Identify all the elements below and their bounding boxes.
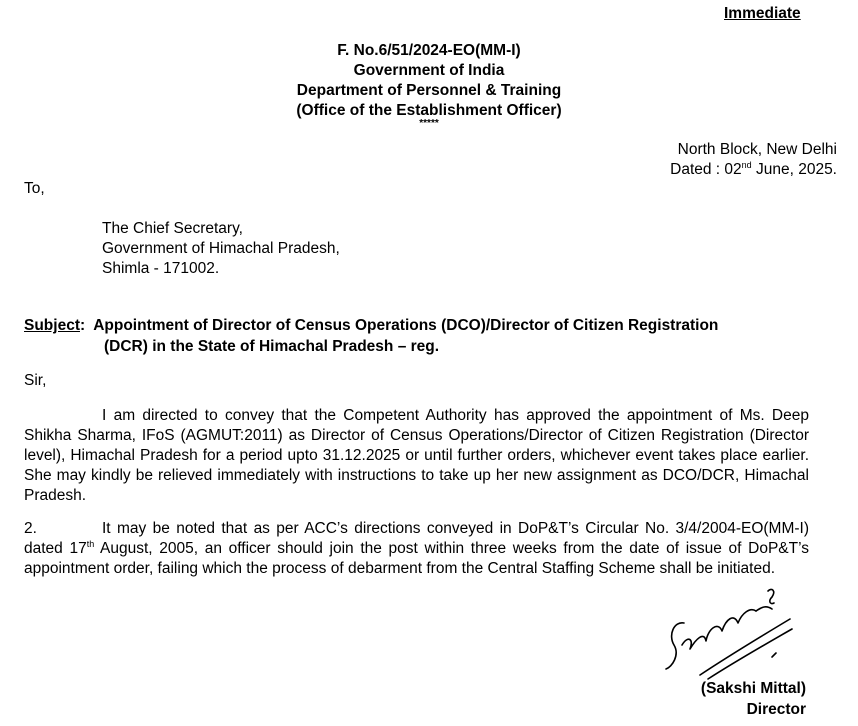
subject-line: Appointment of Director of Census Operations (DCO)/Director of Citizen Registration	[93, 317, 719, 334]
paragraph-2: 2. It may be noted that as per ACC’s directions conveyed in DoP&T’s Circular No. 3/4/2004-EO(MM-I) dated 17th August, 2005, an officer should join the post within three weeks from the date of issue of DoP&T’s appointment order, failing which the process of debarment from the Central Staffing Scheme shall be initiated.	[24, 520, 810, 577]
address-line: Shimla - 171002.	[102, 260, 220, 277]
priority-label: Immediate	[724, 5, 801, 22]
signatory-designation: Director	[746, 701, 806, 718]
department-name: Department of Personnel & Training	[296, 82, 562, 99]
subject-line: (DCR) in the State of Himachal Pradesh – reg.	[104, 337, 440, 355]
address-line: Government of Himachal Pradesh,	[102, 240, 340, 257]
letter-header	[0, 41, 858, 130]
subject-label: Subject	[24, 317, 80, 334]
to-label: To,	[24, 180, 45, 197]
signature-image	[660, 583, 800, 683]
government-name: Government of India	[353, 62, 505, 79]
paragraph-number: 2.	[24, 520, 37, 537]
letter-date: Dated : 02nd June, 2025.	[670, 159, 837, 178]
signatory-name: (Sakshi Mittal)	[700, 680, 806, 697]
subject-block: Subject: Appointment of Director of Census Operations (DCO)/Director of Citizen Registration (DCR) in the State of Himachal Pradesh – reg.	[24, 317, 719, 355]
salutation: Sir,	[24, 372, 47, 389]
paragraph-1: I am directed to convey that the Competent Authority has approved the appointment of Ms. Deep Shikha Sharma, IFoS (AGMUT:2011) as Director of Census Operations/Director of Citizen Registration (Director level), Himachal Pradesh for a period upto 31.12.2025 or until further orders, whichever event takes place earlier. She may kindly be relieved immediately with instructions to take up her new assignment as DCO/DCR, Himachal Pradesh.	[24, 407, 809, 504]
office-name: (Office of the Establishment Officer)	[296, 102, 562, 119]
header-stars: *****	[419, 118, 439, 129]
place-of-issue: North Block, New Delhi	[677, 141, 837, 158]
file-number: F. No.6/51/2024-EO(MM-I)	[337, 42, 521, 59]
recipient-address	[102, 219, 340, 279]
address-line: The Chief Secretary,	[102, 220, 243, 237]
